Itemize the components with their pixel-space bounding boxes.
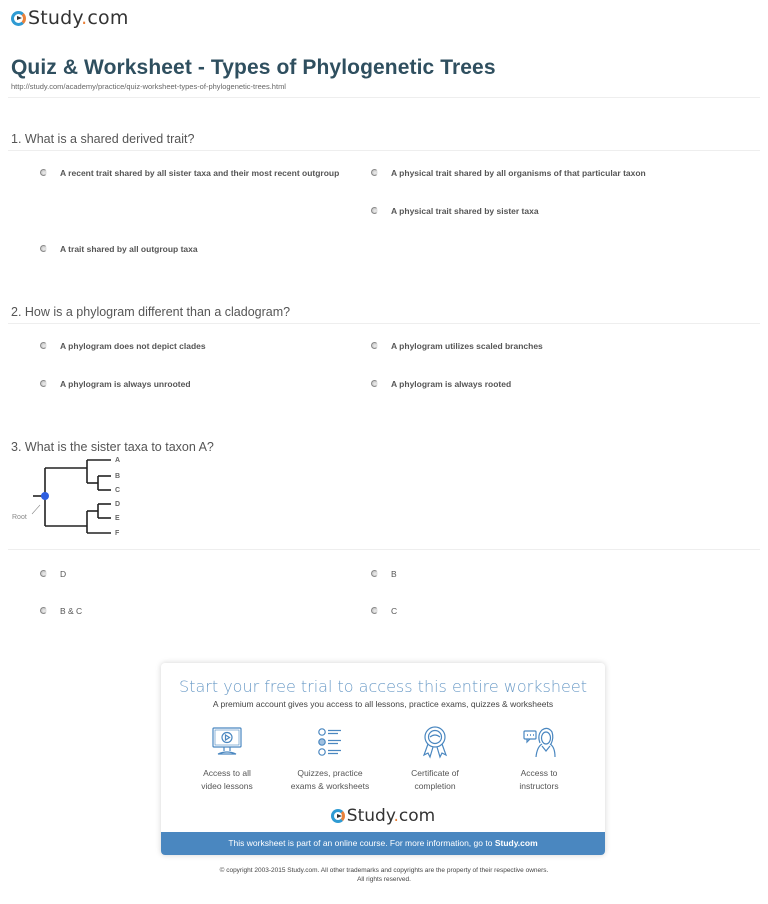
q2-option-a[interactable] — [40, 340, 340, 353]
study-com-logo[interactable] — [11, 7, 129, 29]
certificate-ribbon-icon — [418, 725, 452, 759]
feature-label: Access to all video lessons — [201, 768, 253, 791]
q1-option-c[interactable] — [371, 205, 751, 218]
radio-button[interactable] — [40, 169, 47, 176]
question-2-title: 2. How is a phylogram different than a cladogram? — [11, 305, 291, 319]
root-label: Root — [12, 514, 27, 521]
feature-label: Quizzes, practice exams & worksheets — [290, 768, 370, 791]
taxon-f-label: F — [115, 530, 120, 537]
q3-option-d[interactable] — [371, 605, 671, 618]
q2-option-d[interactable] — [371, 378, 751, 391]
radio-button[interactable] — [40, 245, 47, 252]
option-label: A phylogram is always unrooted — [60, 379, 191, 389]
instructor-chat-icon — [522, 725, 556, 759]
online-course-banner: This worksheet is part of an online course. For more information, go to Study.com — [161, 832, 605, 855]
feature-video-lessons — [177, 725, 277, 793]
option-label: A phylogram does not depict clades — [60, 341, 206, 351]
radio-button[interactable] — [371, 207, 378, 214]
radio-button[interactable] — [40, 342, 47, 349]
option-label: B — [391, 569, 397, 579]
option-label: A phylogram is always rooted — [391, 379, 512, 389]
question-2-divider — [8, 323, 760, 324]
promo-study-com-logo[interactable] — [161, 806, 605, 826]
option-label: D — [60, 569, 67, 579]
radio-button[interactable] — [40, 607, 47, 614]
feature-certificate — [385, 725, 485, 793]
study-com-link[interactable]: Study.com — [494, 838, 538, 848]
page-url[interactable]: http://study.com/academy/practice/quiz-worksheet-types-of-phylogenetic-trees.html — [11, 82, 286, 91]
option-label: A physical trait shared by all organisms of that particular taxon — [391, 168, 646, 178]
q3-option-c[interactable] — [40, 605, 340, 618]
q2-option-c[interactable] — [40, 378, 340, 391]
option-label: A recent trait shared by all sister taxa and their most recent outgroup — [60, 168, 340, 178]
radio-button[interactable] — [371, 169, 378, 176]
option-label: A physical trait shared by sister taxa — [391, 206, 539, 216]
option-label: A trait shared by all outgroup taxa — [60, 244, 198, 254]
header-divider — [8, 97, 760, 98]
radio-button[interactable] — [40, 380, 47, 387]
taxon-e-label: E — [115, 515, 120, 522]
q3-option-a[interactable] — [40, 568, 340, 581]
promo-headline[interactable]: Start your free trial to access this entire worksheet — [179, 677, 587, 696]
question-3-divider — [8, 549, 760, 550]
taxon-a-label: A — [115, 457, 121, 464]
option-label: A phylogram utilizes scaled branches — [391, 341, 543, 351]
feature-label: Certificate of completion — [411, 768, 459, 791]
q1-option-d[interactable] — [40, 243, 340, 256]
promo-subtext: A premium account gives you access to all lessons, practice exams, quizzes & worksheets — [212, 699, 554, 709]
question-1-divider — [8, 150, 760, 151]
q2-option-b[interactable] — [371, 340, 751, 353]
radio-button[interactable] — [40, 570, 47, 577]
quiz-list-icon — [313, 725, 347, 759]
radio-button[interactable] — [371, 342, 378, 349]
feature-instructors — [489, 725, 589, 793]
option-label: C — [391, 606, 398, 616]
play-circle-icon — [11, 11, 26, 26]
q1-option-b[interactable] — [371, 167, 751, 180]
taxon-b-label: B — [115, 473, 121, 480]
radio-button[interactable] — [371, 380, 378, 387]
option-label: B & C — [60, 606, 83, 616]
feature-label: Access to instructors — [519, 768, 559, 791]
radio-button[interactable] — [371, 607, 378, 614]
phylogenetic-tree-figure — [0, 455, 130, 545]
logo-wordmark: Study.com — [28, 7, 129, 29]
free-trial-promo-card[interactable] — [161, 663, 605, 855]
play-circle-icon — [331, 809, 345, 823]
page-title: Quiz & Worksheet - Types of Phylogenetic Trees — [11, 56, 496, 79]
logo-wordmark: Study.com — [346, 806, 436, 826]
question-1-title: 1. What is a shared derived trait? — [11, 132, 195, 146]
feature-quizzes — [280, 725, 380, 793]
question-3-title: 3. What is the sister taxa to taxon A? — [11, 440, 214, 454]
q3-option-b[interactable] — [371, 568, 671, 581]
radio-button[interactable] — [371, 570, 378, 577]
copyright-notice: © copyright 2003-2015 Study.com. All other trademarks and copyrights are the property of their respective owners. All rights reserved. — [219, 867, 549, 883]
taxon-d-label: D — [115, 501, 121, 508]
tree-diagram — [0, 455, 130, 545]
taxon-c-label: C — [115, 487, 121, 494]
video-monitor-icon — [210, 725, 244, 759]
root-node — [41, 492, 49, 500]
q1-option-a[interactable] — [40, 167, 340, 180]
